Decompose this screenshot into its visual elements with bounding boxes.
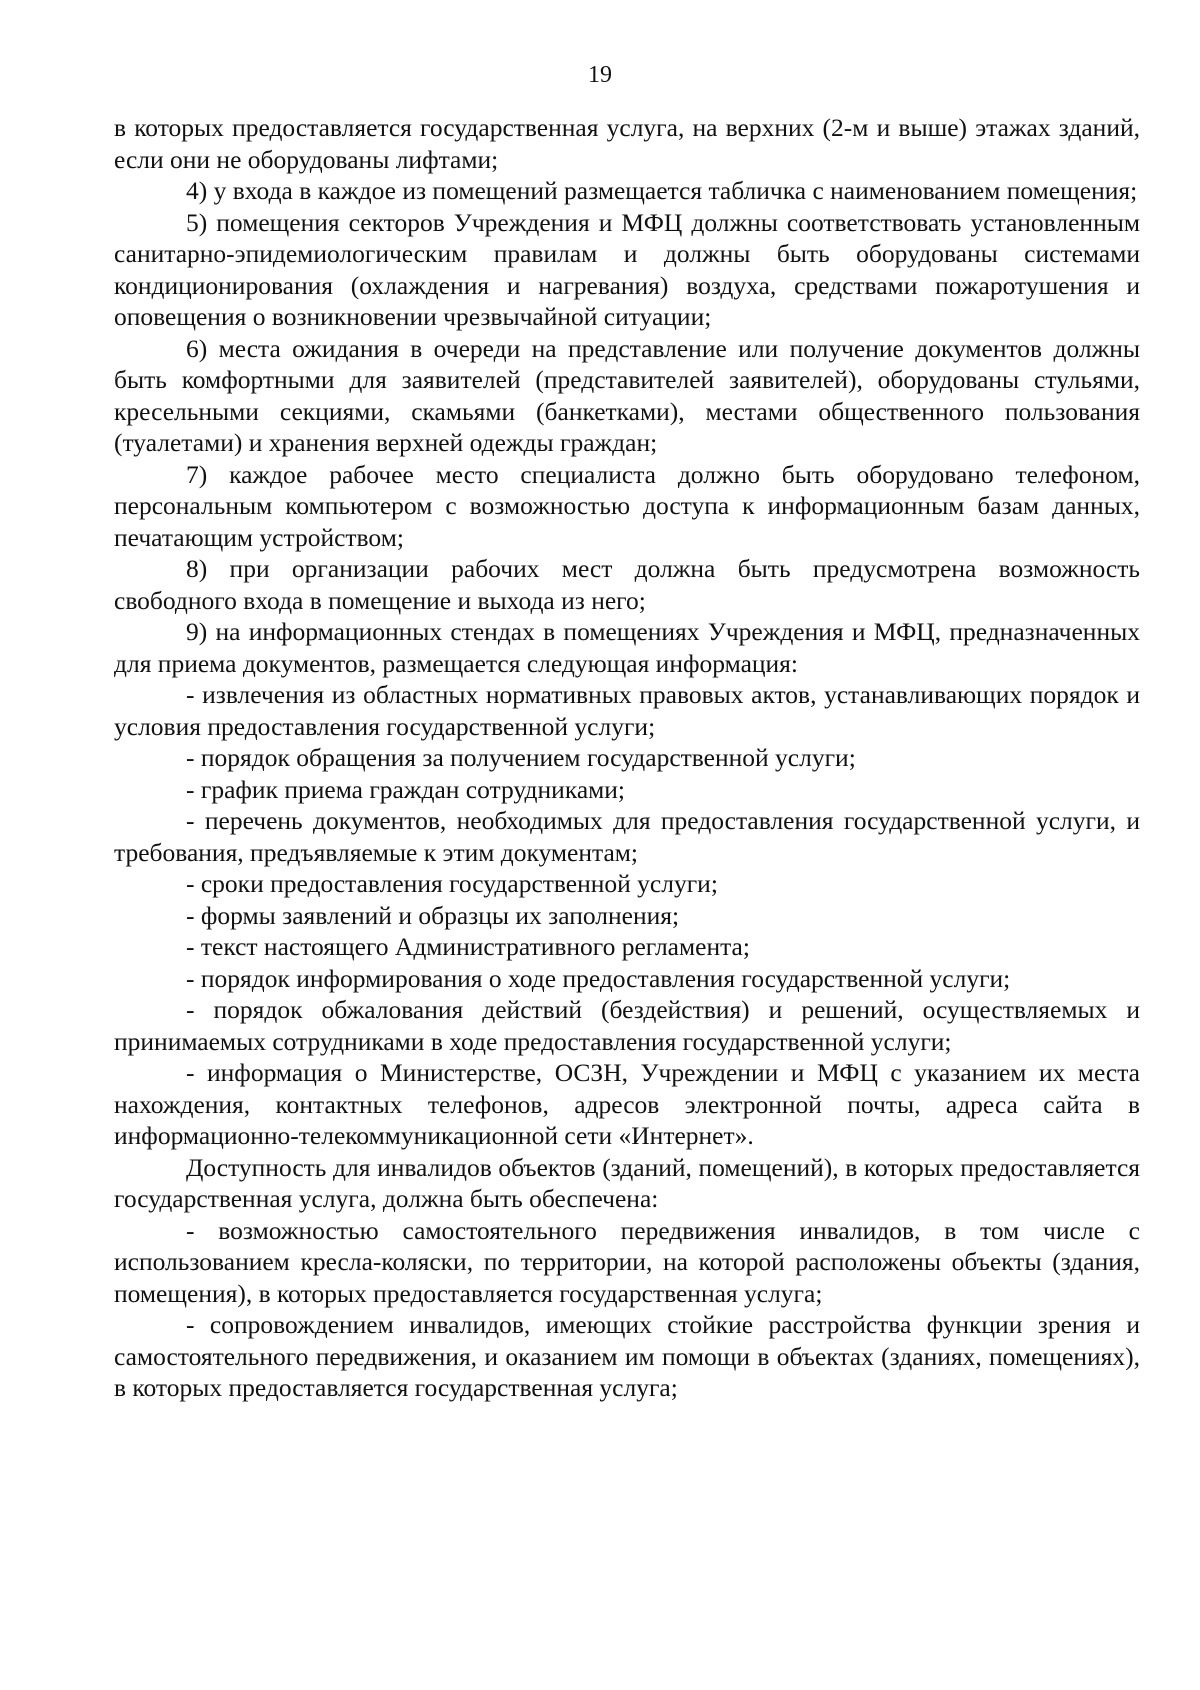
paragraph-item-7: 7) каждое рабочее место специалиста должно быть оборудовано телефоном, персональным компьютером с возможностью доступа к информационным базам данных, печатающим устройством; bbox=[114, 459, 1140, 552]
list-item-document-list: - перечень документов, необходимых для предоставления государственной услуги, и требования, предъявляемые к этим документам; bbox=[114, 806, 1140, 867]
paragraph-item-9: 9) на информационных стендах в помещениях Учреждения и МФЦ, предназначенных для приема документов, размещается следующая информация: bbox=[114, 617, 1140, 678]
document-body bbox=[114, 112, 1140, 1404]
list-item-information-procedure: - порядок информирования о ходе предоставления государственной услуги; bbox=[186, 963, 1011, 993]
paragraph-accessibility: Доступность для инвалидов объектов (зданий, помещений), в которых предоставляется государственная услуга, должна быть обеспечена: bbox=[114, 1152, 1140, 1213]
paragraph-item-4: 4) у входа в каждое из помещений размещается табличка с наименованием помещения; bbox=[186, 176, 1138, 205]
paragraph-item-8: 8) при организации рабочих мест должна быть предусмотрена возможность свободного входа в помещение и выхода из него; bbox=[114, 554, 1140, 615]
paragraph-item-5: 5) помещения секторов Учреждения и МФЦ должны соответствовать установленным санитарно-эпидемиологическим правилам и должны быть оборудованы системами кондиционирования (охлаждения и нагревания) воздуха, средствами пожаротушения и оповещения о возникновении чрезвычайной ситуации; bbox=[114, 207, 1140, 331]
list-item-regulation-text: - текст настоящего Административного регламента; bbox=[186, 932, 750, 961]
list-item-assistance: - сопровождением инвалидов, имеющих стойкие расстройства функции зрения и самостоятельного передвижения, и оказанием им помощи в объектах (зданиях, помещениях), в которых предоставляется государственная услуга; bbox=[114, 1310, 1140, 1402]
page-number: 19 bbox=[588, 62, 612, 88]
list-item-appeal-procedure: - порядок обжалования действий (бездействия) и решений, осуществляемых и принимаемых сотрудниками в ходе предоставления государственной услуги; bbox=[114, 995, 1140, 1056]
paragraph-continuation: в которых предоставляется государственная услуга, на верхних (2-м и выше) этажах зданий, если они не оборудованы лифтами; bbox=[114, 113, 1140, 174]
list-item-application-procedure: - порядок обращения за получением государственной услуги; bbox=[186, 743, 856, 772]
list-item-independent-movement: - возможностью самостоятельного передвижения инвалидов, в том числе с использованием кресла-коляски, по территории, на которой расположены объекты (здания, помещения), в которых предоставляется государственная услуга; bbox=[114, 1215, 1140, 1308]
list-item-service-terms: - сроки предоставления государственной услуги; bbox=[186, 869, 718, 898]
list-item-contact-information: - информация о Министерстве, ОСЗН, Учреждении и МФЦ с указанием их места нахождения, контактных телефонов, адресов электронной почты, адреса сайта в информационно-телекоммуникационной сети «Интернет». bbox=[114, 1058, 1140, 1150]
paragraph-item-6: 6) места ожидания в очереди на представление или получение документов должны быть комфортными для заявителей (представителей заявителей), оборудованы стульями, кресельными секциями, скамьями (банкетками), местами общественного пользования (туалетами) и хранения верхней одежды граждан; bbox=[114, 333, 1140, 457]
list-item-reception-schedule: - график приема граждан сотрудниками; bbox=[186, 774, 626, 804]
list-item-application-forms: - формы заявлений и образцы их заполнения; bbox=[186, 900, 680, 930]
list-item-regulatory-excerpts: - извлечения из областных нормативных правовых актов, устанавливающих порядок и условия предоставления государственной услуги; bbox=[114, 680, 1140, 741]
